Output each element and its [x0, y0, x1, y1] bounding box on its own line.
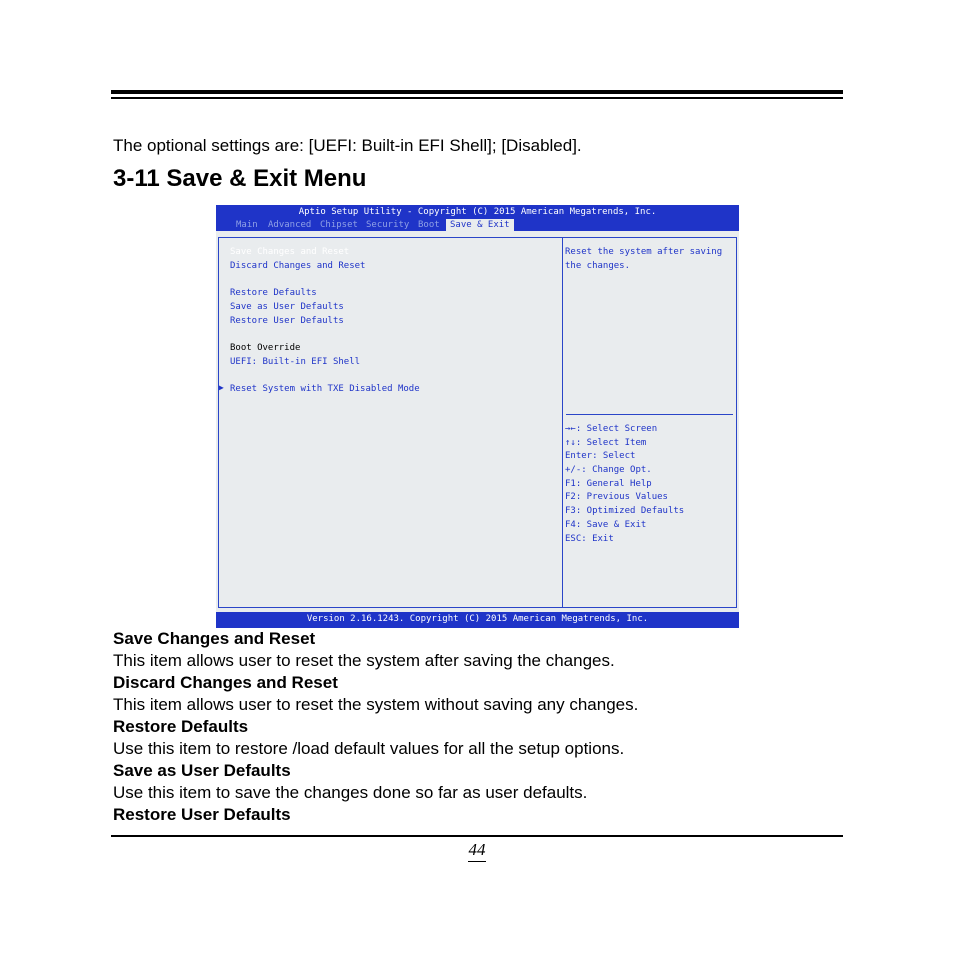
menu-discard-changes-reset[interactable]: Discard Changes and Reset [230, 261, 366, 271]
help-text-line: Reset the system after saving [565, 247, 723, 257]
bios-screenshot [216, 205, 739, 628]
tab-boot[interactable]: Boot [418, 220, 440, 230]
desc-title-restore-user-defaults: Restore User Defaults [113, 805, 291, 824]
menu-restore-defaults[interactable]: Restore Defaults [230, 288, 317, 298]
key-hint: Enter: Select [565, 451, 636, 461]
key-hint: F2: Previous Values [565, 492, 668, 502]
tab-security[interactable]: Security [366, 220, 410, 230]
menu-uefi-shell[interactable]: UEFI: Built-in EFI Shell [230, 357, 361, 367]
tab-save-exit[interactable]: Save & Exit [446, 219, 514, 231]
menu-reset-txe-disabled[interactable]: Reset System with TXE Disabled Mode [230, 384, 420, 394]
help-text-line: the changes. [565, 261, 631, 271]
section-heading: 3-11 Save & Exit Menu [113, 165, 367, 192]
desc-text-save-user-defaults: Use this item to save the changes done so far as user defaults. [113, 783, 588, 802]
key-hint: F3: Optimized Defaults [565, 506, 685, 516]
key-hint: ESC: Exit [565, 534, 614, 544]
bios-footer-text: Version 2.16.1243. Copyright (C) 2015 American Megatrends, Inc. [306, 614, 649, 624]
header-rule-thick [111, 90, 843, 94]
desc-title-save-user-defaults: Save as User Defaults [113, 761, 291, 780]
desc-title-discard-changes-reset: Discard Changes and Reset [113, 673, 338, 692]
desc-text-restore-defaults: Use this item to restore /load default values for all the setup options. [113, 739, 625, 758]
key-hint: →←: Select Screen [565, 424, 658, 434]
desc-text-discard-changes-reset: This item allows user to reset the system without saving any changes. [113, 695, 639, 714]
key-hint: F1: General Help [565, 479, 652, 489]
menu-save-changes-reset[interactable]: Save Changes and Reset [230, 247, 350, 257]
page-number: 44 [468, 840, 486, 859]
intro-text: The optional settings are: [UEFI: Built-in EFI Shell]; [Disabled]. [113, 136, 582, 155]
bios-title: Aptio Setup Utility - Copyright (C) 2015 American Megatrends, Inc. [298, 207, 657, 217]
key-hint: F4: Save & Exit [565, 520, 647, 530]
desc-title-restore-defaults: Restore Defaults [113, 717, 249, 736]
submenu-arrow-icon: ▶ [219, 383, 224, 392]
menu-restore-user-defaults[interactable]: Restore User Defaults [230, 316, 344, 326]
boot-override-label: Boot Override [230, 343, 301, 353]
page-number-underline [468, 861, 486, 862]
bios-panel-divider [562, 237, 563, 608]
key-hint: ↑↓: Select Item [565, 438, 647, 448]
desc-title-save-changes-reset: Save Changes and Reset [113, 629, 316, 648]
tab-chipset[interactable]: Chipset [320, 220, 358, 230]
header-rule-thin [111, 97, 843, 99]
desc-text-save-changes-reset: This item allows user to reset the system after saving the changes. [113, 651, 615, 670]
footer-rule [111, 835, 843, 837]
tab-advanced[interactable]: Advanced [268, 220, 312, 230]
tab-main[interactable]: Main [236, 220, 258, 230]
key-hint: +/-: Change Opt. [565, 465, 652, 475]
menu-save-user-defaults[interactable]: Save as User Defaults [230, 302, 344, 312]
bios-help-divider [566, 414, 733, 415]
